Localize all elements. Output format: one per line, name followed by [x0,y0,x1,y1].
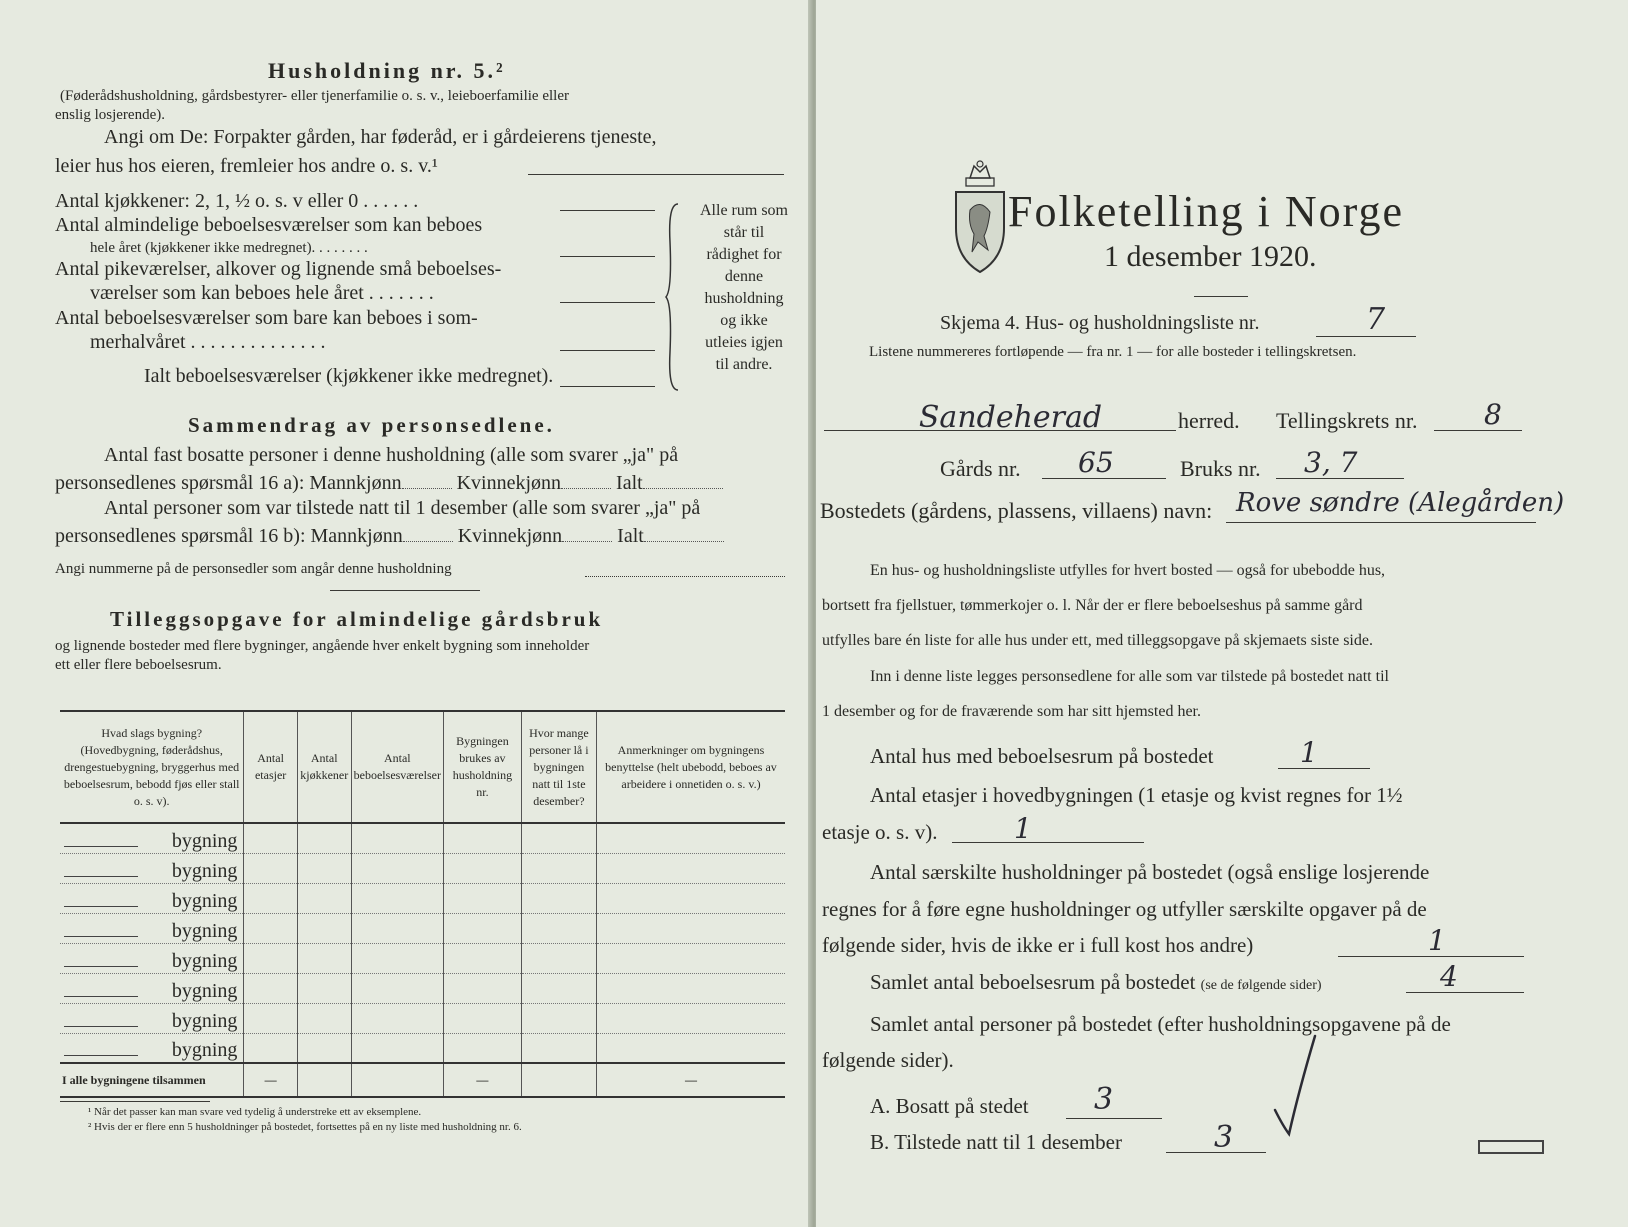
building-row-cell [443,823,521,853]
houses-label: Antal hus med beboelsesrum på bostedet [870,744,1214,768]
bracket-note: Alle rum som står til rådighet for denne husholdning og ikke utleies igjen til andre. [700,202,788,373]
totalrooms-label [870,970,1322,995]
present-total-label: Ialt [617,525,644,547]
building-row-cell [443,913,521,943]
building-row-cell [297,823,351,853]
floors-line [952,842,1144,843]
building-row-cell [596,943,785,973]
header-household: Bygningen brukes av husholdning nr. [443,711,521,823]
numbers-answer-line [585,576,785,577]
building-row-cell [521,913,596,943]
brace-icon [664,202,684,392]
building-row-cell [244,853,297,883]
total-kitchens [297,1063,351,1097]
building-row-cell [297,1003,351,1033]
building-row-label: bygning [60,823,244,853]
building-row-cell [443,1033,521,1063]
building-row-cell [297,853,351,883]
summary-heading: Sammendrag av personsedlene. [188,413,555,437]
resident-line-2 [55,472,723,495]
building-row [60,973,785,1003]
building-row-cell [244,973,297,1003]
bruks-label: Bruks nr. [1180,456,1261,481]
bosted-value: Rove søndre (Alegården) [1236,488,1565,518]
krets-label: Tellingskrets nr. [1276,408,1418,433]
resident-total-label: Ialt [616,472,643,494]
building-row-cell [596,913,785,943]
houses-line [1278,768,1370,769]
building-row-cell [443,973,521,1003]
totalrooms-line [1406,992,1524,993]
building-row-cell [521,943,596,973]
building-row-label: bygning [60,943,244,973]
header-remarks: Anmerkninger om bygningens benyttelse (helt ubebodd, beboes av arbeidere i onnetiden o. s. v.) [605,742,777,791]
numbers-line: Angi nummerne på de personsedler som angår denne husholdning [55,561,452,577]
building-row-cell [351,883,443,913]
table-total-row [60,1063,785,1097]
persons-line-2: følgende sider). [822,1048,954,1072]
header-persons: Hvor mange personer lå i bygningen natt til 1ste desember? [521,711,596,823]
building-row-cell [297,943,351,973]
total-floors-dash: — [244,1063,297,1097]
summer-answer-line [560,350,655,351]
herred-value: Sandeherad [918,400,1103,435]
maid-answer-line [560,302,655,303]
building-row-cell [297,913,351,943]
building-row-cell [521,973,596,1003]
building-row-cell [297,1033,351,1063]
total-rooms [351,1063,443,1097]
rooms-answer-line [560,256,655,257]
para1-line-2: bortsett fra fjellstuer, tømmerkojer o. l. Når der er flere beboelseshus på samme gård [822,597,1363,614]
building-row-cell [297,883,351,913]
coat-of-arms-icon [948,158,1012,278]
building-row-cell [244,913,297,943]
building-row-label: bygning [60,1003,244,1033]
building-row-cell [521,1033,596,1063]
household-heading: Husholdning nr. 5.² [268,58,506,83]
floors-line-1: Antal etasjer i hovedbygningen (1 etasje og kvist regnes for 1½ [870,783,1403,807]
resident-male-label: personsedlenes spørsmål 16 a): Mannkjønn [55,472,402,494]
total-rooms-label: Ialt beboelsesværelser (kjøkkener ikke medregnet). [144,365,554,387]
gards-label: Gårds nr. [940,456,1021,481]
schema-number: 7 [1366,302,1386,337]
building-row-cell [596,1003,785,1033]
para2-line-2: 1 desember og for de fraværende som har sitt hjemsted her. [822,703,1201,720]
households-line [1338,956,1524,957]
kitchens-label: Antal kjøkkener: 2, 1, ½ o. s. v eller 0 . . . . . . [55,190,419,212]
rooms-line-2: hele året (kjøkkener ikke medregnet). . . . . . . . [90,240,368,256]
summer-line-1: Antal beboelsesværelser som bare kan beboes i som- [55,307,478,329]
present-line-2 [55,525,724,548]
building-row-cell [521,853,596,883]
households-line-2: regnes for å føre egne husholdninger og utfyller særskilte opgaver på de [822,897,1427,921]
building-row-cell [521,1003,596,1033]
buildings-table [60,710,785,1098]
building-row-cell [443,943,521,973]
building-row-cell [351,913,443,943]
krets-line [1434,430,1522,431]
building-row-cell [244,883,297,913]
building-row-cell [443,853,521,883]
census-date: 1 desember 1920. [1104,240,1317,273]
left-page [0,0,812,1227]
b-present-label: B. Tilstede natt til 1 desember [870,1130,1122,1154]
total-label: I alle bygningene tilsammen [60,1063,244,1097]
printer-stamp [1478,1140,1544,1154]
floors-value: 1 [1014,812,1032,845]
building-row-cell [351,823,443,853]
para1-line-1: En hus- og husholdningsliste utfylles for hvert bosted — også for ubebodde hus, [870,562,1386,579]
building-row-cell [443,1003,521,1033]
rooms-line-1: Antal almindelige beboelsesværelser som kan beboes [55,214,483,236]
households-value: 1 [1428,924,1446,957]
households-line-1: Antal særskilte husholdninger på bostedet (også enslige losjerende [870,860,1430,884]
building-row-label: bygning [60,853,244,883]
building-row [60,823,785,853]
building-row-cell [596,973,785,1003]
building-row-cell [521,883,596,913]
building-row [60,943,785,973]
building-row [60,1003,785,1033]
b-present-line [1166,1152,1266,1153]
building-row-label: bygning [60,913,244,943]
building-row [60,913,785,943]
building-row-label: bygning [60,883,244,913]
households-line-3: følgende sider, hvis de ikke er i full kost hos andre) [822,933,1254,957]
a-resident-line [1066,1118,1162,1119]
header-kitchens: Antal kjøkkener [297,711,351,823]
persons-line-1: Samlet antal personer på bostedet (efter husholdningsopgavene på de [870,1012,1451,1036]
building-row-cell [351,1033,443,1063]
supplement-line-1: og lignende bosteder med flere bygninger, angående hver enkelt bygning som inneholder [55,638,590,654]
ask-line-2: leier hus hos eieren, fremleier hos andre o. s. v.¹ [55,155,438,177]
summer-line-2: merhalvåret . . . . . . . . . . . . . . [90,331,326,353]
right-page [816,0,1628,1227]
maid-line-2: værelser som kan beboes hele året . . . . . . . [90,282,434,304]
intro-line-2: enslig losjerende). [55,107,165,123]
census-title: Folketelling i Norge [1008,187,1405,236]
building-row-cell [521,823,596,853]
a-resident-value: 3 [1094,1082,1114,1117]
krets-value: 8 [1484,398,1502,431]
totalrooms-text: Samlet antal beboelsesrum på bostedet [870,970,1196,994]
intro-line-1: (Føderådshusholdning, gårdsbestyrer- eller tjenerfamilie o. s. v., leieboerfamilie eller [60,88,569,104]
building-row-label: bygning [60,973,244,1003]
title-divider [1194,296,1248,297]
building-row-cell [351,943,443,973]
header-floors: Antal etasjer [244,711,297,823]
bruks-value: 3, 7 [1304,446,1358,479]
b-present-value: 3 [1214,1120,1234,1155]
building-row-cell [351,853,443,883]
resident-female-label: Kvinnekjønn [456,472,562,494]
kitchens-answer-line [560,210,655,211]
building-row-cell [244,1003,297,1033]
para2-line-1: Inn i denne liste legges personsedlene for alle som var tilstede på bostedet natt til [870,668,1389,685]
building-row-cell [596,823,785,853]
bosted-line [1226,522,1536,523]
checkmark-icon [1271,1030,1321,1140]
building-row [60,853,785,883]
building-row-label: bygning [60,1033,244,1063]
total-persons [521,1063,596,1097]
total-household-dash: — [443,1063,521,1097]
present-line-1: Antal personer som var tilstede natt til 1 desember (alle som svarer „ja" på [104,497,701,519]
section-divider [330,590,480,591]
header-rooms: Antal beboelsesværelser [351,711,443,823]
building-row-cell [244,1033,297,1063]
gards-line [1042,478,1166,479]
herred-label: herred. [1178,408,1240,433]
ask-answer-line [528,174,784,175]
floors-line-2: etasje o. s. v). [822,820,938,844]
herred-line [824,430,1176,431]
supplement-line-2: ett eller flere beboelsesrum. [55,657,222,673]
footnote-2: ² Hvis der er flere enn 5 husholdninger på bostedet, fortsettes på en ny liste med husholdning nr. 6. [88,1121,522,1133]
present-male-label: personsedlenes spørsmål 16 b): Mannkjønn [55,525,403,547]
table-header-row [60,711,785,823]
header-building-type: Hvad slags bygning? (Hovedbygning, føderådshus, drengestuebygning, bryggerhus med beboelsesrum, bebodd fjøs eller stall o. s. v). [60,711,244,823]
numbering-note: Listene nummereres fortløpende — fra nr. 1 — for alle bosteder i tellingskretsen. [869,344,1357,360]
building-row [60,883,785,913]
building-row [60,1033,785,1063]
total-remarks-dash: — [684,1072,697,1087]
bosted-label: Bostedets (gårdens, plassens, villaens) navn: [820,498,1213,523]
supplement-heading: Tilleggsopgave for almindelige gårdsbruk [110,607,604,631]
maid-line-1: Antal pikeværelser, alkover og lignende små beboelses- [55,258,502,280]
building-row-cell [596,883,785,913]
building-row-cell [297,973,351,1003]
building-row-cell [244,823,297,853]
footnote-1: ¹ Når det passer kan man svare ved tydelig å understreke ett av eksemplene. [88,1106,422,1118]
footnote-divider [60,1101,210,1102]
building-row-cell [351,1003,443,1033]
building-row-cell [596,1033,785,1063]
gards-value: 65 [1078,446,1114,479]
total-rooms-answer-line [560,386,655,387]
totalrooms-note: (se de følgende sider) [1200,978,1322,993]
totalrooms-value: 4 [1440,960,1458,993]
building-row-cell [596,853,785,883]
ask-line-1: Angi om De: Forpakter gården, har føderåd, er i gårdeierens tjeneste, [104,126,657,148]
a-resident-label: A. Bosatt på stedet [870,1094,1029,1118]
para1-line-3: utfylles bare én liste for alle hus under ett, med tilleggsopgave på skjemaets siste side. [822,632,1373,649]
building-row-cell [351,973,443,1003]
bruks-line [1276,478,1404,479]
present-female-label: Kvinnekjønn [457,525,563,547]
building-row-cell [443,883,521,913]
schema-label: Skjema 4. Hus- og husholdningsliste nr. [940,312,1260,334]
schema-number-line [1316,336,1416,337]
houses-value: 1 [1300,736,1318,769]
resident-line-1: Antal fast bosatte personer i denne husholdning (alle som svarer „ja" på [104,444,679,466]
building-row-cell [244,943,297,973]
